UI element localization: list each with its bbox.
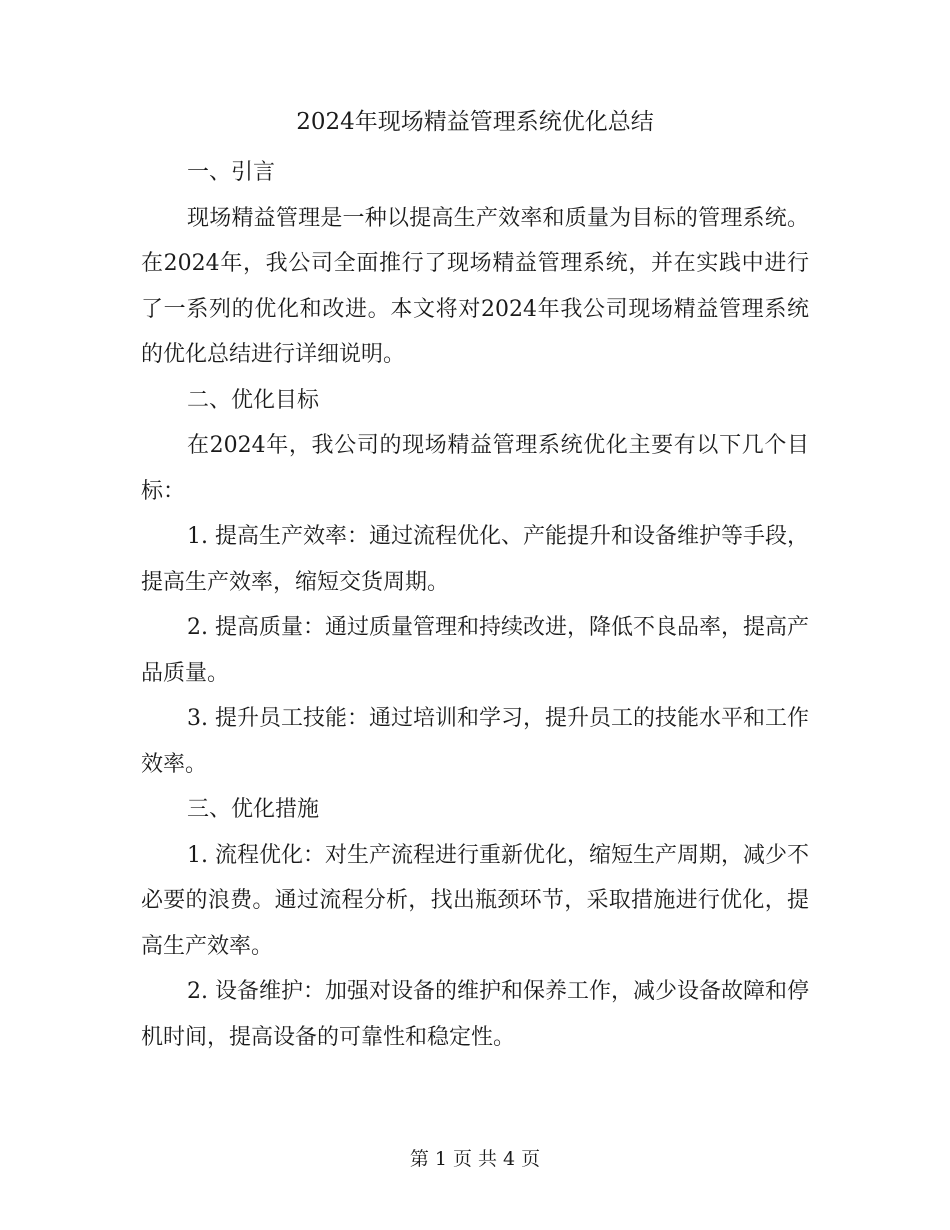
- list-item-goal-3: 3. 提升员工技能：通过培训和学习，提升员工的技能水平和工作效率。: [141, 706, 809, 777]
- section-heading-introduction: 一、引言: [187, 160, 276, 185]
- document-title: 2024年现场精益管理系统优化总结: [296, 109, 654, 135]
- document-body: [141, 150, 809, 1060]
- list-item-measure-2: 2. 设备维护：加强对设备的维护和保养工作，减少设备故障和停机时间，提高设备的可靠性和稳定性。: [141, 979, 809, 1050]
- list-item-measure-1: 1. 流程优化：对生产流程进行重新优化，缩短生产周期，减少不必要的浪费。通过流程分析，找出瓶颈环节，采取措施进行优化，提高生产效率。: [141, 842, 809, 959]
- paragraph-goals-intro: 在2024年，我公司的现场精益管理系统优化主要有以下几个目标：: [141, 433, 809, 504]
- list-item-goal-2: 2. 提高质量：通过质量管理和持续改进，降低不良品率，提高产品质量。: [141, 615, 809, 686]
- section-heading-measures: 三、优化措施: [187, 797, 320, 822]
- page-number-footer: 第 1 页 共 4 页: [409, 1148, 541, 1170]
- section-heading-goals: 二、优化目标: [187, 387, 320, 413]
- list-item-goal-1: 1. 提高生产效率：通过流程优化、产能提升和设备维护等手段，提高生产效率，缩短交货周期。: [141, 524, 809, 595]
- paragraph-introduction: 现场精益管理是一种以提高生产效率和质量为目标的管理系统。在2024年，我公司全面推行了现场精益管理系统，并在实践中进行了一系列的优化和改进。本文将对2024年我公司现场精益管理系统的优化总结进行详细说明。: [141, 205, 809, 367]
